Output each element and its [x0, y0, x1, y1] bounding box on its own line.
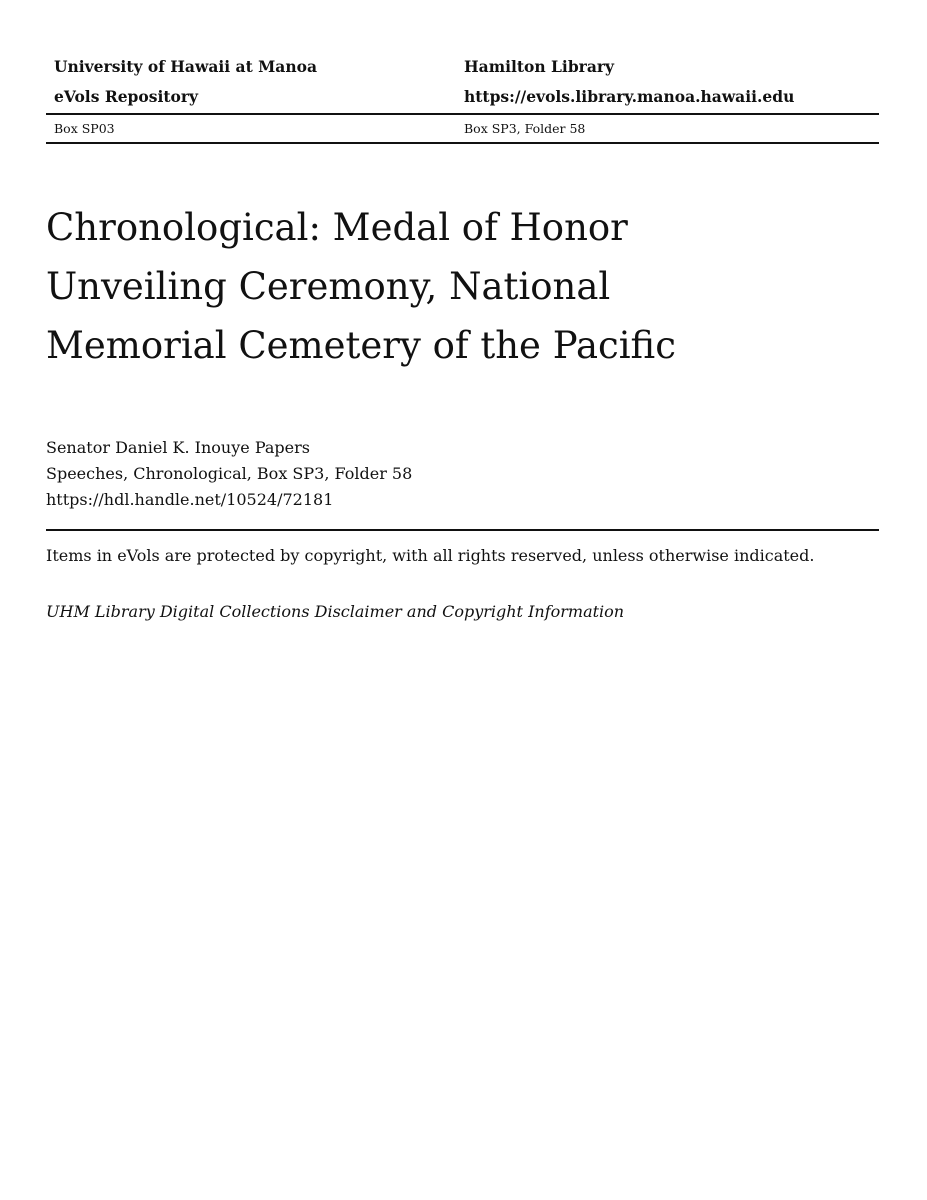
- library-name: Hamilton Library: [464, 57, 615, 76]
- header-row-1: [46, 52, 879, 82]
- collection-name: Senator Daniel K. Inouye Papers: [46, 438, 310, 457]
- header-row-3: [46, 115, 879, 142]
- disclaimer-link[interactable]: UHM Library Digital Collections Disclaimer and Copyright Information: [46, 602, 625, 621]
- handle-link[interactable]: https://hdl.handle.net/10524/72181: [46, 490, 334, 509]
- section-divider: [46, 529, 879, 531]
- document-metadata: [46, 435, 879, 513]
- header-divider-bottom: [46, 142, 879, 144]
- document-title: Chronological: Medal of Honor Unveiling Ceremony, National Memorial Cemetery of the Pacific: [46, 206, 676, 367]
- box-folder-label: Box SP3, Folder 58: [464, 121, 586, 136]
- series-info: Speeches, Chronological, Box SP3, Folder 58: [46, 464, 413, 483]
- institution-name: University of Hawaii at Manoa: [54, 57, 317, 76]
- rights-statement: Items in eVols are protected by copyright, with all rights reserved, unless otherwise indicated.: [46, 546, 815, 565]
- cover-page: [46, 52, 879, 623]
- repository-name: eVols Repository: [54, 87, 199, 106]
- box-label: Box SP03: [54, 121, 115, 136]
- header: [46, 52, 879, 144]
- repository-url[interactable]: https://evols.library.manoa.hawaii.edu: [464, 87, 795, 106]
- header-row-2: [46, 82, 879, 112]
